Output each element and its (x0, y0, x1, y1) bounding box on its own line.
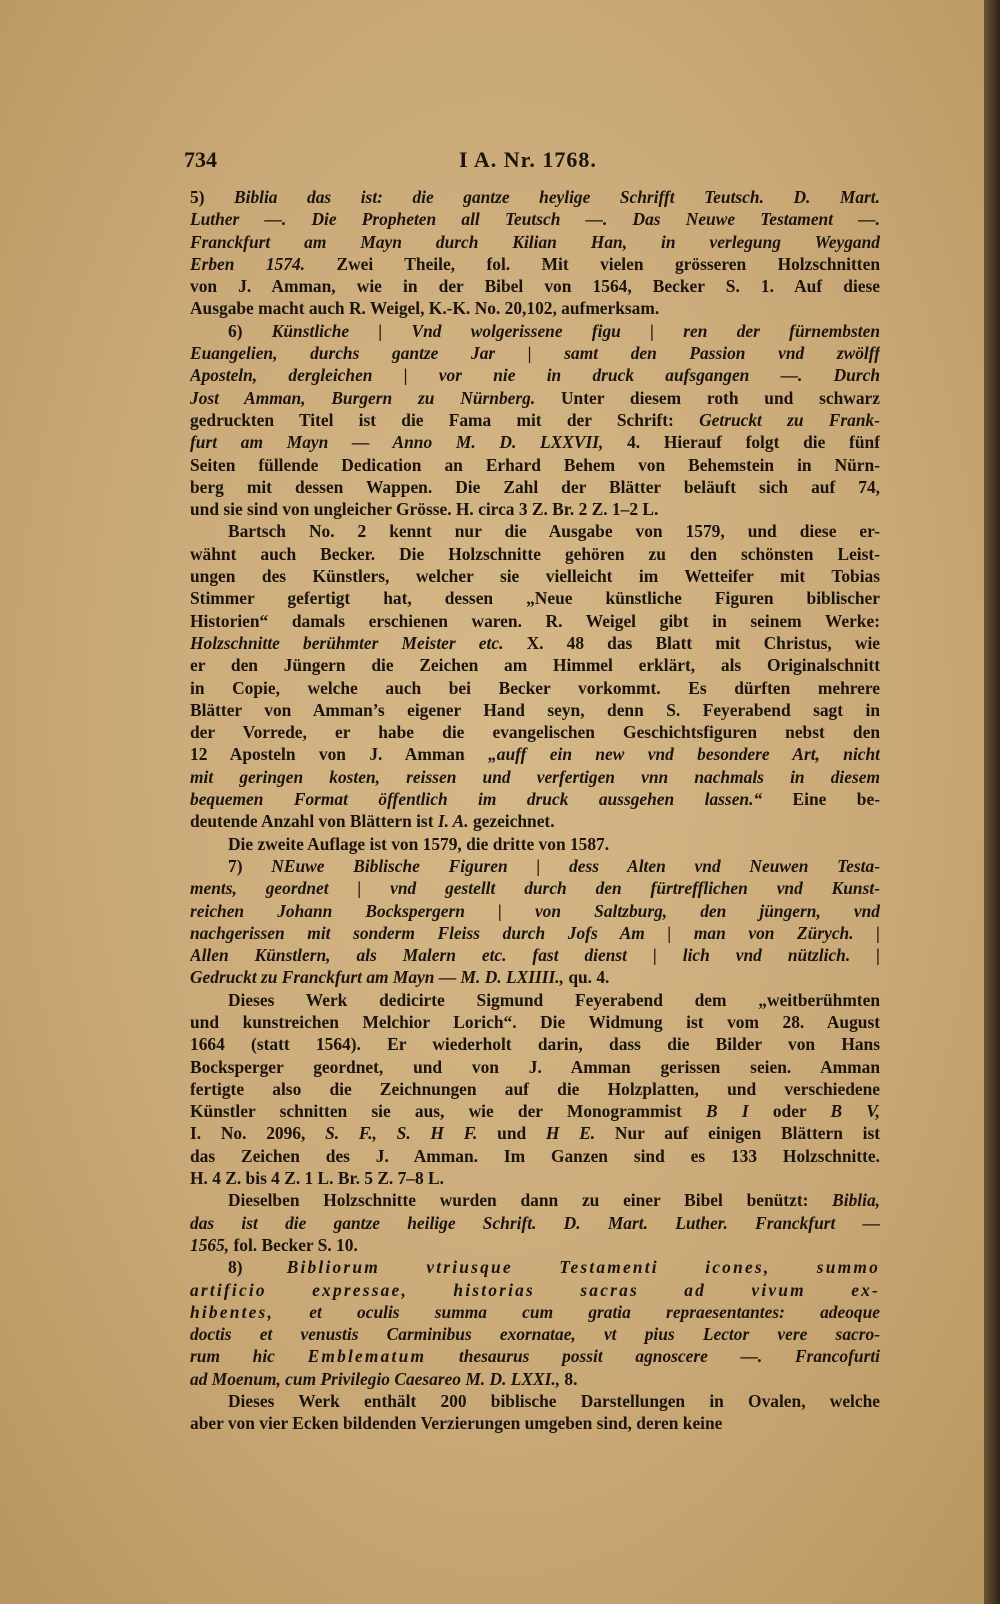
text-line (190, 565, 880, 587)
italic-segment: Euangelien, durchs gantze Jar | samt den Passion vnd zwölff (190, 343, 880, 364)
italic-segment: NEuwe Biblische Figuren | dess Alten vnd Neuwen Testa- (271, 855, 880, 876)
page-number: 734 (184, 147, 217, 172)
text-segment: Historien“ damals erschienen waren. R. Weigel gibt in seinem Werke: (190, 610, 880, 631)
text-line (190, 1256, 880, 1278)
text-segment: das Zeichen des J. Amman. Im Ganzen sind es 133 Holzschnitte. (190, 1145, 880, 1166)
text-line (190, 431, 880, 453)
text-segment: ungen des Künstlers, welcher sie vielleicht im Wetteifer mit Tobias (190, 566, 880, 587)
italic-segment: nachgerissen mit sonderm Fleiss durch Jofs Am | man von Zürych. | (190, 922, 880, 943)
text-segment: Bartsch No. 2 kennt nur die Ausgabe von 1579, und diese er- (228, 521, 880, 542)
italic-segment: S. F., S. H F. (325, 1123, 478, 1144)
italic-segment: ments, geordnet | vnd gestellt durch den fürtrefflichen vnd Kunst- (190, 878, 880, 899)
text-segment: von J. Amman, wie in der Bibel von 1564, Becker S. 1. Auf diese (190, 276, 880, 297)
text-line (190, 1011, 880, 1033)
italic-segment: Luther —. Die Propheten all Teutsch —. Das Neuwe Testament —. (190, 209, 880, 230)
text-line (190, 632, 880, 654)
italic-segment: Getruckt zu Frank- (699, 409, 880, 430)
text-line (190, 587, 880, 609)
text-segment: oder (748, 1101, 831, 1122)
text-line (190, 1033, 880, 1055)
text-line (190, 721, 880, 743)
italic-segment: reichen Johann Bockspergern | von Saltzburg, den jüngern, vnd (190, 900, 880, 921)
text-segment: Bocksperger geordnet, und von J. Amman gerissen seien. Amman (190, 1056, 880, 1077)
italic-segment: Bibliorum vtriusque Testamenti icones, summo (286, 1257, 880, 1278)
italic-segment: H E. (545, 1123, 596, 1144)
text-line (190, 1368, 880, 1390)
text-line (190, 297, 880, 319)
italic-segment: Künstliche | Vnd wolgerissene figu | ren der fürnembsten (271, 320, 880, 341)
text-segment: fertigte also die Zeichnungen auf die Holzplatten, und verschiedene (190, 1078, 880, 1099)
text-segment: Nur auf einigen Blättern ist (595, 1123, 880, 1144)
text-line (190, 520, 880, 542)
text-segment: fol. Becker S. 10. (229, 1234, 358, 1255)
italic-segment: Jost Amman, Burgern zu Nürnberg. (190, 387, 536, 408)
text-segment: 7) (228, 855, 272, 876)
text-line (190, 1345, 880, 1367)
italic-segment: doctis et venustis Carminibus exornatae, vt pius Lector vere sacro- (190, 1324, 880, 1345)
text-segment: und kunstreichen Melchior Lorich“. Die Widmung ist vom 28. August (190, 1011, 880, 1032)
text-line (190, 364, 880, 386)
text-segment: Seiten füllende Dedication an Erhard Behem von Behemstein in Nürn- (190, 454, 880, 475)
text-segment: Eine be- (762, 789, 880, 810)
text-segment: H. 4 Z. bis 4 Z. 1 L. Br. 5 Z. 7–8 L. (190, 1168, 444, 1189)
section-reference: I A. Nr. 1768. (459, 147, 597, 172)
text-segment: Dieses Werk enthält 200 biblische Darstellungen in Ovalen, welche (228, 1391, 880, 1412)
italic-segment: I. A. (437, 811, 469, 832)
italic-segment: mit geringen kosten, reissen und verfertigen vnn nachmals in diesem (190, 766, 880, 787)
italic-segment: ad Moenum, cum Privilegio Caesareo M. D. LXXI., (190, 1368, 561, 1389)
italic-segment: et oculis summa cum gratia repraesentantes: adeoque (274, 1301, 880, 1322)
text-line (190, 944, 880, 966)
text-segment: X. 48 das Blatt mit Christus, wie (503, 632, 880, 653)
italic-segment: rum hic (190, 1346, 308, 1367)
text-line (190, 677, 880, 699)
text-segment: gezeichnet. (468, 811, 555, 832)
text-line (190, 387, 880, 409)
italic-segment: B I (706, 1101, 749, 1122)
text-segment: deutende Anzahl von Blättern ist (190, 811, 438, 832)
text-line (190, 476, 880, 498)
text-segment: I. No. 2096, (190, 1123, 326, 1144)
text-segment: Stimmer gefertigt hat, dessen „Neue künstliche Figuren biblischer (190, 588, 880, 609)
text-line (190, 833, 880, 855)
text-line (190, 1145, 880, 1167)
text-segment: 1664 (statt 1564). Er wiederholt darin, dass die Bilder von Hans (190, 1034, 880, 1055)
text-segment: 5) (190, 187, 235, 207)
running-header (184, 147, 884, 181)
text-line (190, 231, 880, 253)
text-line (190, 654, 880, 676)
text-segment: Künstler schnitten sie aus, wie der Monogrammist (190, 1101, 707, 1122)
italic-segment: Franckfurt am Mayn durch Kilian Han, in verlegung Weygand (190, 231, 880, 252)
italic-segment: Biblia, (832, 1190, 880, 1211)
italic-segment: Gedruckt zu Franckfurt am Mayn — M. D. LXIIII., (190, 967, 564, 988)
text-segment: 12 Aposteln von J. Amman (190, 744, 489, 765)
text-line (190, 922, 880, 944)
text-line (190, 1078, 880, 1100)
text-line (190, 208, 880, 230)
text-segment: gedruckten Titel ist die Fama mit der Schrift: (190, 409, 700, 430)
text-segment: Unter diesem roth und schwarz (535, 387, 880, 408)
text-line (190, 766, 880, 788)
text-segment: Dieses Werk dedicirte Sigmund Feyerabend dem „weitberühmten (228, 989, 880, 1010)
text-segment: er den Jüngern die Zeichen am Himmel erklärt, als Originalschnitt (190, 655, 880, 676)
text-line (190, 275, 880, 297)
italic-segment: artificio expressae, historias sacras ad vivum ex- (190, 1279, 880, 1300)
text-line (190, 454, 880, 476)
text-segment: und (477, 1123, 546, 1144)
italic-segment: Holzschnitte berühmter Meister etc. (190, 632, 504, 653)
italic-segment: hibentes, (190, 1301, 275, 1322)
text-segment: Dieselben Holzschnitte wurden dann zu einer Bibel benützt: (228, 1190, 833, 1211)
text-segment: wähnt auch Becker. Die Holzschnitte gehören zu den schönsten Leist- (190, 543, 880, 564)
italic-segment: Biblia das ist: die gantze heylige Schrifft Teutsch. D. Mart. (234, 187, 880, 207)
text-line (190, 989, 880, 1011)
text-segment: qu. 4. (563, 967, 610, 988)
italic-segment: Emblematum (307, 1346, 427, 1367)
text-line (190, 1279, 880, 1301)
text-segment: 8. (560, 1368, 578, 1389)
text-segment: Ausgabe macht auch R. Weigel, K.-K. No. 20,102, aufmerksam. (190, 298, 660, 319)
body-text (190, 186, 880, 1435)
text-line (190, 810, 880, 832)
italic-segment: B V, (830, 1101, 880, 1122)
text-line (190, 1189, 880, 1211)
italic-segment: Aposteln, dergleichen | vor nie in druck aufsgangen —. Durch (190, 365, 880, 386)
text-segment: Zwei Theile, fol. Mit vielen grösseren Holzschnitten (305, 253, 880, 274)
text-segment: 6) (228, 320, 272, 341)
italic-segment: „auff ein new vnd besondere Art, nicht (488, 744, 880, 765)
italic-segment: bequemen Format öffentlich im druck aussgehen lassen.“ (190, 789, 763, 810)
text-segment: Die zweite Auflage ist von 1579, die dritte von 1587. (228, 833, 610, 854)
text-line (190, 966, 880, 988)
book-edge (984, 0, 1000, 1604)
text-line (190, 1323, 880, 1345)
italic-segment: 1565, (190, 1234, 230, 1255)
text-line (190, 699, 880, 721)
text-segment: in Copie, welche auch bei Becker vorkommt. Es dürften mehrere (190, 677, 880, 698)
text-line (190, 1301, 880, 1323)
text-line (190, 186, 880, 208)
text-segment: aber von vier Ecken bildenden Verzierungen umgeben sind, deren keine (190, 1413, 723, 1434)
italic-segment: das ist die gantze heilige Schrift. D. Mart. Luther. Franckfurt — (190, 1212, 880, 1233)
text-line (190, 610, 880, 632)
text-segment: und sie sind von ungleicher Grösse. H. circa 3 Z. Br. 2 Z. 1–2 L. (190, 499, 659, 520)
text-segment: 8) (228, 1257, 287, 1278)
text-line (190, 1100, 880, 1122)
text-segment: Blätter von Amman’s eigener Hand seyn, denn S. Feyerabend sagt in (190, 699, 880, 720)
text-line (190, 877, 880, 899)
text-segment: 4. Hierauf folgt die fünf (603, 432, 880, 453)
text-line (190, 498, 880, 520)
text-line (190, 1390, 880, 1412)
italic-segment: Erben 1574. (190, 253, 306, 274)
text-line (190, 788, 880, 810)
text-line (190, 1234, 880, 1256)
text-line (190, 253, 880, 275)
text-line (190, 1412, 880, 1434)
text-line (190, 1212, 880, 1234)
text-line (190, 320, 880, 342)
text-line (190, 1122, 880, 1144)
text-line (190, 543, 880, 565)
italic-segment: furt am Mayn — Anno M. D. LXXVII, (190, 432, 604, 453)
italic-segment: thesaurus possit agnoscere —. Francofurti (426, 1346, 880, 1367)
text-line (190, 900, 880, 922)
text-line (190, 409, 880, 431)
text-line (190, 743, 880, 765)
text-segment: berg mit dessen Wappen. Die Zahl der Blätter beläuft sich auf 74, (190, 476, 880, 497)
text-line (190, 342, 880, 364)
text-line (190, 855, 880, 877)
text-line (190, 1167, 880, 1189)
italic-segment: Allen Künstlern, als Malern etc. fast dienst | lich vnd nützlich. | (190, 945, 880, 966)
text-line (190, 1056, 880, 1078)
text-segment: der Vorrede, er habe die evangelischen Geschichtsfiguren nebst den (190, 722, 880, 743)
